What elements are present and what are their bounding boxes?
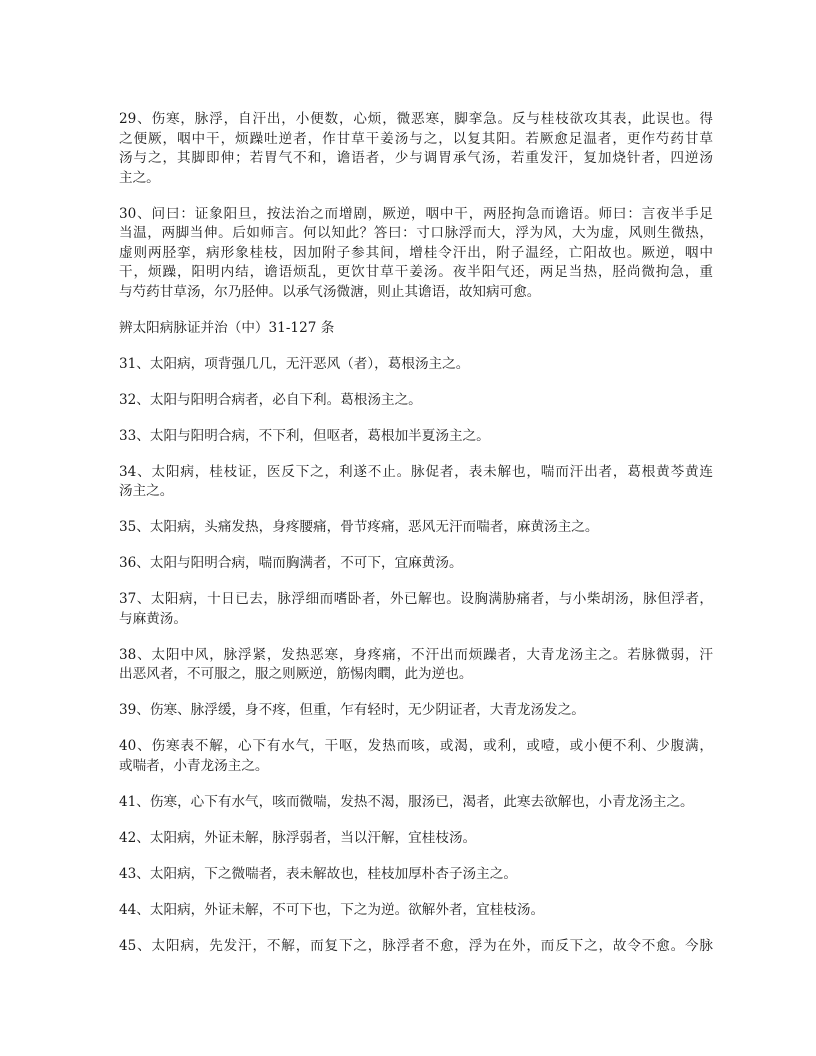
clause-paragraph-34	[119, 463, 713, 502]
clause-paragraph-43	[119, 865, 713, 885]
clause-paragraph-40	[119, 737, 713, 776]
clause-paragraph-41	[119, 793, 713, 813]
text-line: 40、伤寒表不解，心下有水气，干呕，发热而咳，或渴，或利，或噎，或小便不利、少腹满，	[119, 738, 713, 754]
text-line: 辨太阳病脉证并治（中）31-127 条	[119, 319, 335, 336]
text-line: 汤与之，其脚即伸；若胃气不和，谵语者，少与调胃承气汤，若重发汗，复加烧针者，四逆汤	[119, 150, 713, 166]
text-line: 当温，两脚当伸。后如师言。何以知此？答曰：寸口脉浮而大，浮为风，大为虚，风则生微热，	[119, 225, 713, 241]
document-page	[119, 110, 713, 973]
text-line: 或喘者，小青龙汤主之。	[119, 757, 269, 774]
text-line: 之便厥，咽中干，烦躁吐逆者，作甘草干姜汤与之，以复其阳。若厥愈足温者，更作芍药甘草	[119, 130, 713, 147]
clause-paragraph-38	[119, 646, 713, 685]
clause-paragraph-37	[119, 590, 713, 629]
text-line: 42、太阳病，外证未解，脉浮弱者，当以汗解，宜桂枝汤。	[119, 829, 477, 846]
text-line: 汤主之。	[119, 483, 174, 499]
text-line: 30、问曰：证象阳旦，按法治之而增剧，厥逆，咽中干，两胫拘急而谵语。师曰：言夜半手足	[119, 205, 713, 222]
clause-paragraph-32	[119, 391, 713, 411]
text-line: 34、太阳病，桂枝证，医反下之，利遂不止。脉促者，表未解也，喘而汗出者，葛根黄芩黄连	[119, 463, 713, 480]
text-line: 36、太阳与阳明合病，喘而胸满者，不可下，宜麻黄汤。	[119, 555, 463, 571]
clause-paragraph-36	[119, 554, 713, 574]
text-line: 虚则两胫挛，病形象桂枝，因加附子参其间，增桂令汗出，附子温经，亡阳故也。厥逆，咽中	[119, 244, 713, 261]
text-line: 32、太阳与阳明合病者，必自下利。葛根汤主之。	[119, 391, 422, 408]
text-line: 与麻黄汤。	[119, 610, 187, 627]
text-line: 主之。	[119, 169, 160, 186]
clause-paragraph-29	[119, 110, 713, 188]
clause-paragraph-31	[119, 355, 713, 375]
text-line: 出恶风者，不可服之，服之则厥逆，筋惕肉瞤，此为逆也。	[119, 666, 473, 682]
clause-paragraph-45	[119, 937, 713, 957]
text-line: 45、太阳病，先发汗，不解，而复下之，脉浮者不愈，浮为在外，而反下之，故令不愈。今脉	[119, 937, 713, 954]
text-line: 44、太阳病，外证未解，不可下也，下之为逆。欲解外者，宜桂枝汤。	[119, 901, 545, 918]
text-line: 41、伤寒，心下有水气，咳而微喘，发热不渴，服汤已，渴者，此寒去欲解也，小青龙汤主之。	[119, 793, 694, 810]
clause-paragraph-33	[119, 427, 713, 447]
text-line: 39、伤寒、脉浮缓，身不疼，但重，乍有轻时，无少阴证者，大青龙汤发之。	[119, 702, 585, 718]
text-line: 29、伤寒，脉浮，自汗出，小便数，心烦，微恶寒，脚挛急。反与桂枝欲攻其表，此误也。得	[119, 111, 713, 127]
text-line: 干，烦躁，阳明内结，谵语烦乱，更饮甘草干姜汤。夜半阳气还，两足当热，胫尚微拘急，重	[119, 264, 713, 280]
text-line: 35、太阳病，头痛发热，身疼腰痛，骨节疼痛，恶风无汗而喘者，麻黄汤主之。	[119, 519, 599, 535]
clause-paragraph-35	[119, 518, 713, 538]
clause-paragraph-42	[119, 829, 713, 849]
text-line: 31、太阳病，项背强几几，无汗恶风（者），葛根汤主之。	[119, 355, 470, 372]
text-line: 38、太阳中风，脉浮紧，发热恶寒，身疼痛，不汗出而烦躁者，大青龙汤主之。若脉微弱，汗	[119, 646, 713, 663]
section-heading	[119, 319, 713, 339]
text-line: 43、太阳病，下之微喘者，表未解故也，桂枝加厚朴杏子汤主之。	[119, 865, 517, 882]
text-line: 37、太阳病，十日已去，脉浮细而嗜卧者，外已解也。设胸满胁痛者，与小柴胡汤，脉但浮者，	[119, 591, 713, 607]
text-line: 33、太阳与阳明合病，不下利，但呕者，葛根加半夏汤主之。	[119, 427, 490, 444]
text-line: 与芍药甘草汤，尔乃胫伸。以承气汤微溏，则止其谵语，故知病可愈。	[119, 283, 541, 300]
clause-paragraph-44	[119, 901, 713, 921]
clause-paragraph-39	[119, 701, 713, 721]
clause-paragraph-30	[119, 205, 713, 303]
